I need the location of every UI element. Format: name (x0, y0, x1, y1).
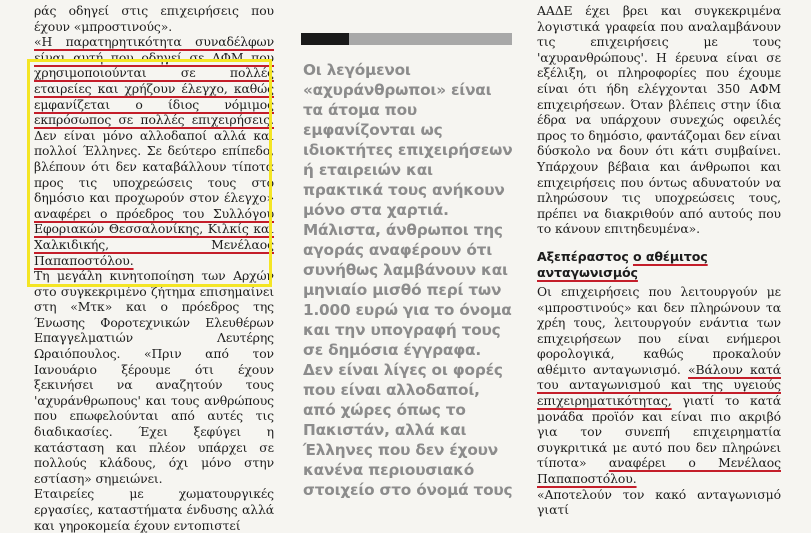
body-paragraph-right-3: «Αποτελούν τον κακό ανταγωνισμό γιατί (537, 486, 781, 518)
article-column-right (537, 3, 781, 518)
body-paragraph-2: Εταιρείες με χωματουργικές εργασίες, καταστήματα ένδυσης αλλά και γηροκομεία έχουν εντοπιστεί (34, 486, 274, 533)
subheading-text: Αξεπέραστος (537, 248, 633, 264)
body-paragraph-right: ΑΑΔΕ έχει βρει και συγκεκριμένα λογιστικά γραφεία που αναλαμβάνουν τις επιχειρήσεις με τους 'αχυρανθρώπους'. Η έρευνα είναι σε εξέλιξη, οι πληροφορίες που έχουμε είναι ότι ήδη ελέγχονται 350 ΑΦΜ επιχειρήσεων. Όταν βλέπεις στην ίδια έδρα να υπάρχουν συνεχώς οφειλές προς το δημόσιο, φαντάζομαι δεν είναι δύσκολο να δουν ότι κάτι συμβαίνει. Υπάρχουν βέβαια και άνθρωποι και επιχειρήσεις που όντως αδυνατούν να πληρώσουν τις υποχρεώσεις τους, πρέπει να διακριθούν από αυτούς που το κάνουν επιτηδευμένα». (537, 3, 781, 237)
underlined-attribution-right: αναφέρει ο Μενέλαος Παπαποστόλου. (537, 455, 781, 487)
pull-quote-bar-accent (301, 33, 349, 45)
underlined-attribution: αναφέρει ο πρόεδρος του Συλλόγου Εφοριακών Θεσσαλονίκης, Κιλκίς και Χαλκιδικής, Μενέλαος Παπαποστόλου. (34, 205, 274, 268)
article-column-left (34, 3, 274, 533)
subheading-underlined: ο αθέμιτος ανταγωνισμός (537, 248, 708, 280)
underlined-quote: «Η παρατηρητικότητα συναδέλφων είναι αυτή που οδηγεί σε ΑΦΜ που χρησιμοποιούνται σε πολλές εταιρείες και χρήζουν έλεγχο, καθώς εμφανίζεται ο ίδιος νόμιμος εκπρόσωπος σε πολλές επιχειρήσεις. (34, 34, 274, 128)
quote-paragraph (34, 34, 274, 268)
intro-paragraph: ράς οδηγεί στις επιχειρήσεις που έχουν «μπροστινούς». (34, 3, 274, 34)
quote-continuation-right: γιατί το κατά μονάδα προϊόν και είναι πιο ακριβό για τον συνεπή επιχειρηματία συγκριτικά με αυτό που δεν πληρώνει τίποτα» (537, 393, 781, 471)
pull-quote: Οι λεγόμενοι «αχυράνθρωποι» είναι τα άτομα που εμφανίζονται ως ιδιοκτήτες επιχειρήσεων ή εταιρειών και πρακτικά τους ανήκουν μόνο στα χαρτιά. Μάλιστα, άνθρωποι της αγοράς αναφέρουν ότι συνήθως λαμβάνουν και μηνιαίο μισθό περί των 1.000 ευρώ για το όνομα και την υπογραφή τους σε δημόσια έγγραφα. Δεν είναι λίγες οι φορές που είναι αλλοδαποί, από χώρες όπως το Πακιστάν, αλλά και Έλληνες που δεν έχουν κανένα περιουσιακό στοιχείο στο όνομά τους (303, 61, 513, 499)
body-paragraph-right-2 (537, 284, 781, 487)
paragraph-text: Οι επιχειρήσεις που λειτουργούν με «μπροστινούς» και δεν πληρώνουν τα χρέη τους, λειτουργούν ενάντια των επιχειρήσεων που είναι ενήμεροι φορολογικά, καθώς προκαλούν αθέμιτο ανταγωνισμό. (537, 283, 781, 377)
body-paragraph: Τη μεγάλη κινητοποίηση των Αρχών στο συγκεκριμένο ζήτημα επισημαίνει στη «Μτκ» και ο πρόεδρος της Ένωσης Φοροτεχνικών Ελευθέρων Επαγγελματιών Λευτέρης Ωραιόπουλος. «Πριν από τον Ιανουάριο ξέρουμε ότι έχουν ξεκινήσει να αναζητούν τους 'αχυράνθρωπους' και τους ανθρώπους που επωφελούνται από αυτές τις διαδικασίες. Έχει ξεφύγει η κατάσταση και πλέον υπάρχει σε πολλούς κλάδους, όχι μόνο στην εστίαση» σημειώνει. (34, 268, 274, 486)
section-subheading (537, 249, 781, 281)
quote-continuation: Δεν είναι μόνο αλλοδαποί αλλά και πολλοί Έλληνες. Σε δεύτερο επίπεδο, βλέπουν ότι δεν καταβάλλουν τίποτα προς τις υποχρεώσεις τους στο δημόσιο και προχωρούν στον έλεγχο» (34, 127, 274, 206)
underlined-quote-right: «Βάλουν κατά του ανταγωνισμού και της υγειούς επιχειρηματικότητας, (537, 361, 781, 409)
